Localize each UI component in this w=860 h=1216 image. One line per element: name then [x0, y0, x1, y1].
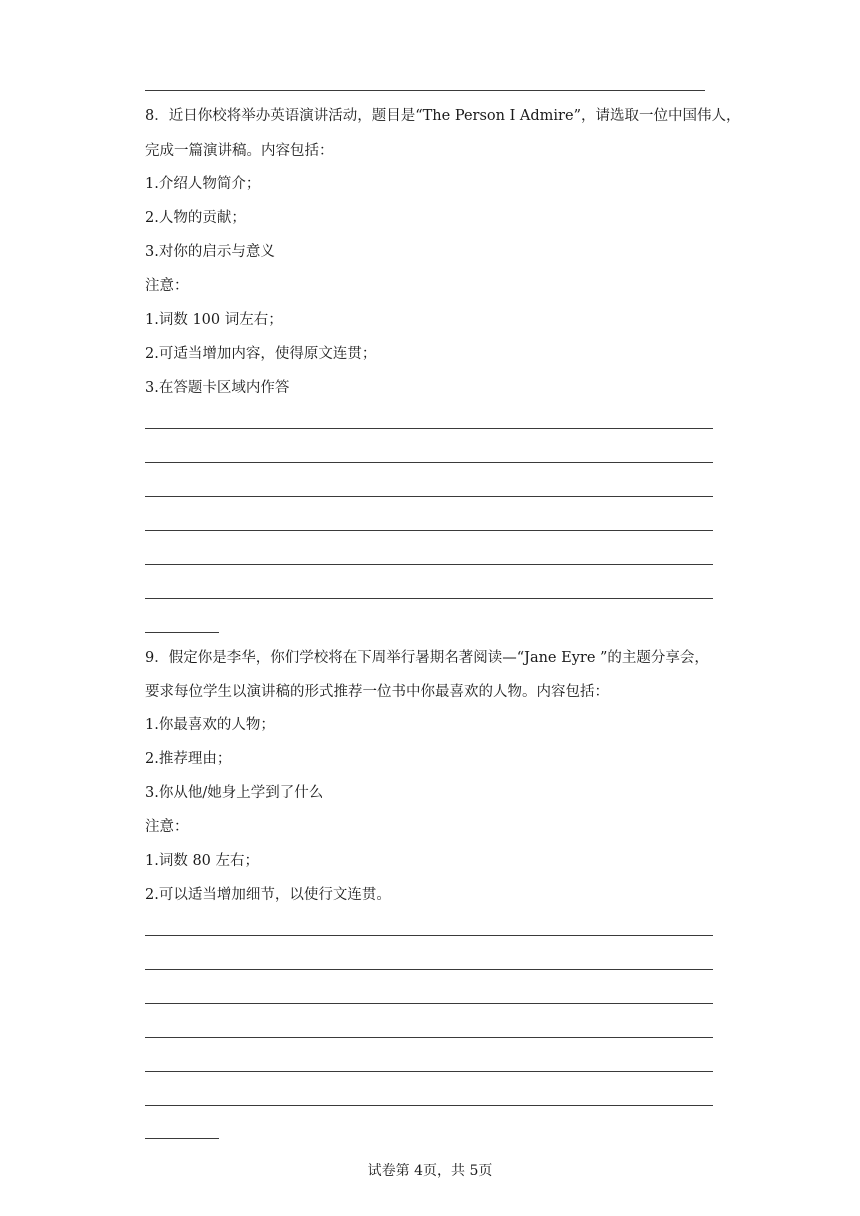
q9-answer-line-2[interactable] — [145, 969, 713, 970]
page-footer: 试卷第 4页，共 5页 — [367, 1163, 493, 1179]
q8-item-3: 3.对你的启示与意义 — [145, 244, 275, 260]
q9-answer-line-5[interactable] — [145, 1071, 713, 1072]
q9-note-1: 1.词数 80 左右； — [145, 853, 260, 869]
q9-answer-line-3[interactable] — [145, 1003, 713, 1004]
q9-item-3: 3.你从他/她身上学到了什么 — [145, 785, 324, 801]
q8-answer-line-short[interactable] — [145, 632, 219, 633]
q8-answer-line-1[interactable] — [145, 428, 713, 429]
q9-item-1: 1.你最喜欢的人物； — [145, 717, 275, 733]
q9-answer-line-1[interactable] — [145, 935, 713, 936]
q9-intro-line1: 9．假定你是李华，你们学校将在下周举行暑期名著阅读—“Jane Eyre ”的主题分享会， — [145, 650, 709, 666]
q8-answer-line-5[interactable] — [145, 564, 713, 565]
answer-line-top — [145, 90, 705, 91]
q8-note-label: 注意： — [145, 278, 189, 294]
q8-item-1: 1.介绍人物简介； — [145, 176, 261, 192]
q8-answer-line-6[interactable] — [145, 598, 713, 599]
q9-answer-line-short[interactable] — [145, 1138, 219, 1139]
q8-answer-line-3[interactable] — [145, 496, 713, 497]
q8-answer-line-4[interactable] — [145, 530, 713, 531]
q9-intro-line2: 要求每位学生以演讲稿的形式推荐一位书中你最喜欢的人物。内容包括： — [145, 684, 609, 700]
q9-note-2: 2.可以适当增加细节，以使行文连贯。 — [145, 887, 391, 903]
q8-answer-line-2[interactable] — [145, 462, 713, 463]
q9-note-label: 注意： — [145, 819, 189, 835]
q8-note-1: 1.词数 100 词左右； — [145, 312, 283, 328]
q8-intro-line1: 8．近日你校将举办英语演讲活动，题目是“The Person I Admire”，请选取一位中国伟人， — [145, 108, 741, 124]
q8-note-3: 3.在答题卡区域内作答 — [145, 380, 290, 396]
q9-item-2: 2.推荐理由； — [145, 751, 232, 767]
q9-answer-line-6[interactable] — [145, 1105, 713, 1106]
q8-item-2: 2.人物的贡献； — [145, 210, 246, 226]
q8-note-2: 2.可适当增加内容，使得原文连贯； — [145, 346, 377, 362]
q8-intro-line2: 完成一篇演讲稿。内容包括： — [145, 143, 334, 159]
q9-answer-line-4[interactable] — [145, 1037, 713, 1038]
